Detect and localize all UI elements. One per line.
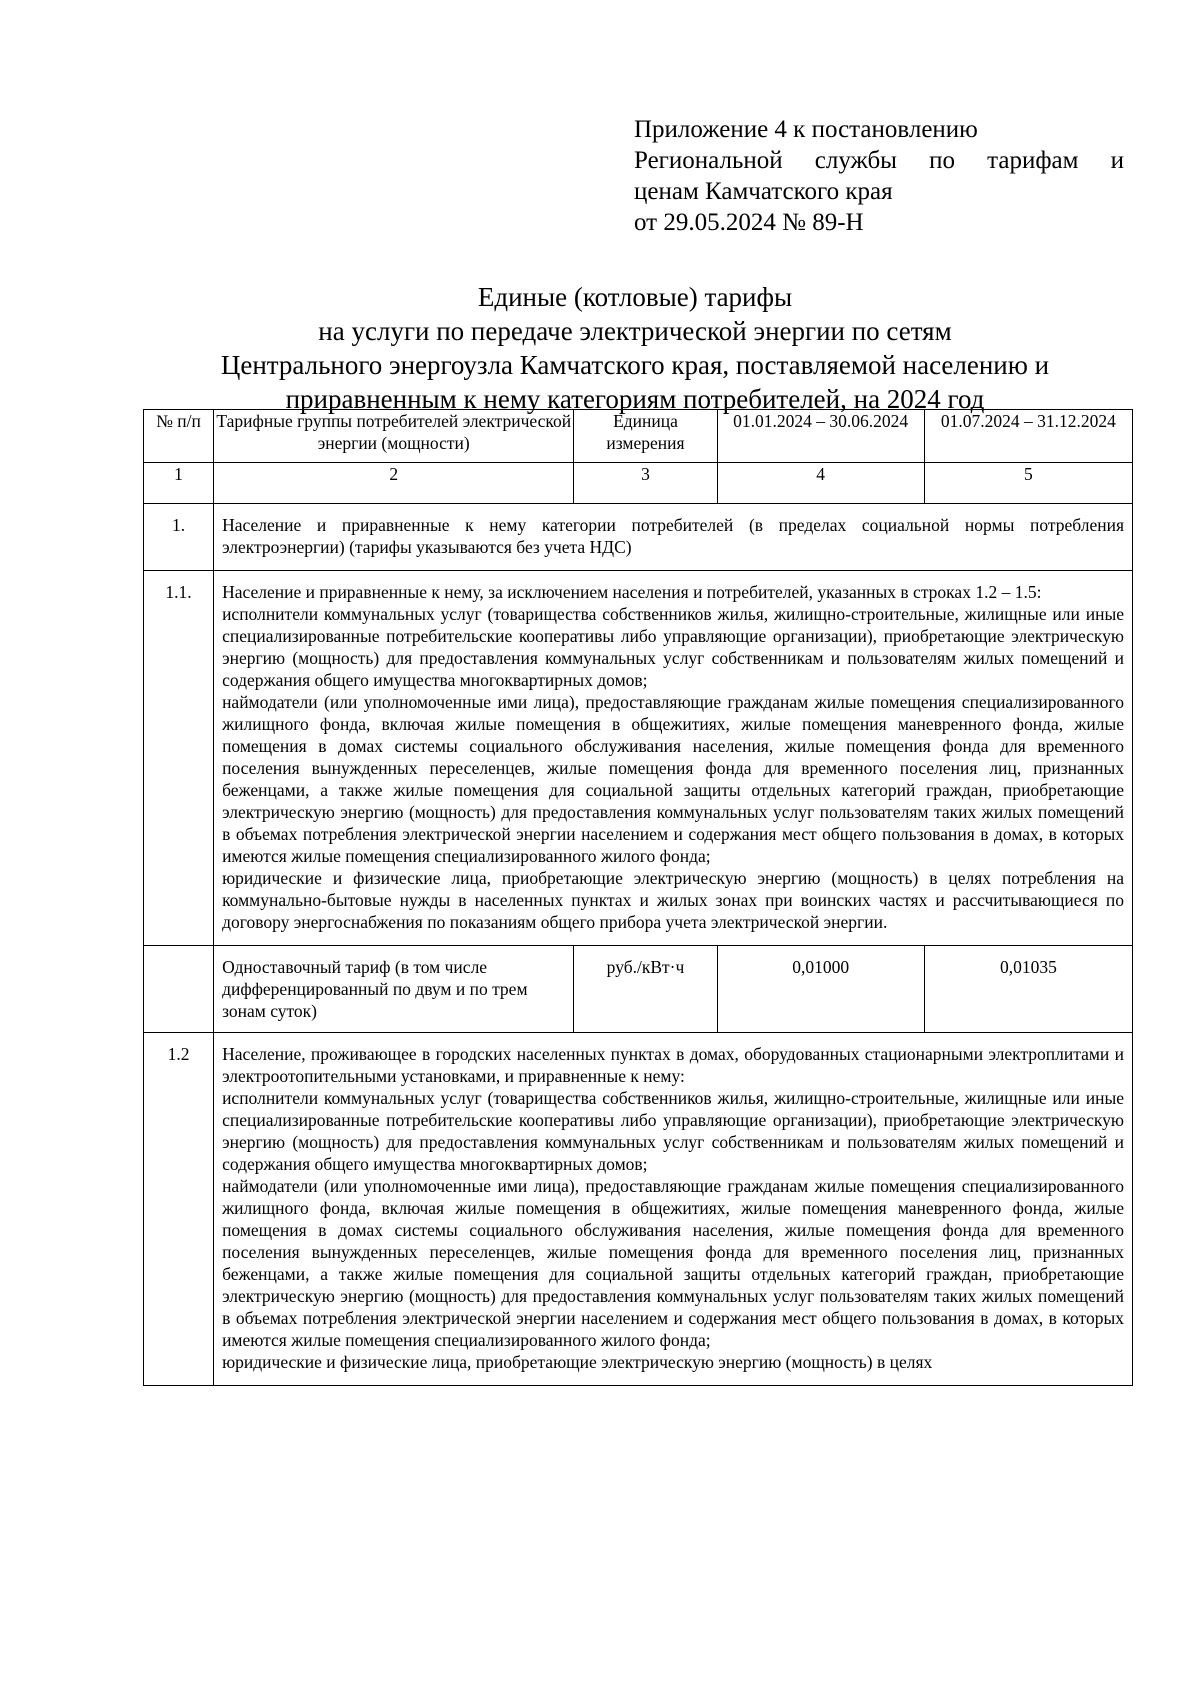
table-row-1 <box>144 504 1133 571</box>
row-paragraph: исполнители коммунальных услуг (товарищества собственников жилья, жилищно-строительные, жилищные или иные специализированные потребительские кооперативы либо управляющие организации), приобретающие электрическую энергию (мощность) для предоставления коммунальных услуг собственникам и пользователям жилых помещений и содержания общего имущества многоквартирных домов; <box>222 1088 1124 1174</box>
column-number: 3 <box>574 463 717 504</box>
column-numbers-row <box>144 463 1133 504</box>
table-header-row <box>144 410 1133 463</box>
title-line-3: Центрального энергоузла Камчатского края, поставляемой населению и <box>220 350 1050 380</box>
tariffs-table <box>143 409 1133 1386</box>
tariff-name: Одноставочный тариф (в том числе дифференцированный по двум и по трем зонам суток) <box>214 946 574 1033</box>
tariff-row-1-1 <box>144 946 1133 1033</box>
row-paragraph: наймодатели (или уполномоченные ими лица), предоставляющие гражданам жилые помещения специализированного жилищного фонда, включая жилые помещения в общежитиях, жилые помещения маневренного фонда, жилые помещения в домах системы социального обслуживания населения, жилые помещения фонда для временного поселения вынужденных переселенцев, жилые помещения фонда для временного поселения лиц, признанных беженцами, а также жилые помещения для социальной защиты отдельных категорий граждан, приобретающие электрическую энергию (мощность) для предоставления коммунальных услуг пользователям таких жилых помещений в объемах потребления электрической энергии населением и содержания мест общего пользования в домах, в которых имеются жилые помещения специализированного жилого фонда; <box>222 692 1124 866</box>
row-paragraph: Население, проживающее в городских населенных пунктах в домах, оборудованных стационарными электроплитами и электроотопительными установками, и приравненные к нему: <box>222 1044 1124 1086</box>
appendix-line-1: Приложение 4 к постановлению <box>634 116 978 143</box>
tariff-value-period-1: 0,01000 <box>717 946 924 1033</box>
row-number: 1. <box>144 504 214 571</box>
row-paragraph: юридические и физические лица, приобретающие электрическую энергию (мощность) в целях потребления на коммунально-бытовые нужды в населенных пунктах и жилых зонах при воинских частях и рассчитывающиеся по договору энергоснабжения по показаниям общего прибора учета электрической энергии. <box>222 868 1124 932</box>
column-number: 4 <box>717 463 924 504</box>
table-row-1-2 <box>144 1033 1133 1386</box>
row-number: 1.2 <box>144 1033 214 1386</box>
appendix-header <box>634 114 1124 238</box>
header-period-2: 01.07.2024 – 31.12.2024 <box>924 410 1132 463</box>
tariff-unit: руб./кВт·ч <box>574 946 717 1033</box>
tariff-value-period-2: 0,01035 <box>924 946 1132 1033</box>
row-description <box>214 1033 1133 1386</box>
empty-cell <box>144 946 214 1033</box>
row-number: 1.1. <box>144 571 214 946</box>
column-number: 1 <box>144 463 214 504</box>
row-paragraph: юридические и физические лица, приобретающие электрическую энергию (мощность) в целях <box>222 1352 933 1372</box>
table-row-1-1 <box>144 571 1133 946</box>
column-number: 5 <box>924 463 1132 504</box>
row-paragraph: исполнители коммунальных услуг (товарищества собственников жилья, жилищно-строительные, жилищные или иные специализированные потребительские кооперативы либо управляющие организации), приобретающие электрическую энергию (мощность) для предоставления коммунальных услуг собственникам и пользователям жилых помещений и содержания общего имущества многоквартирных домов; <box>222 604 1124 690</box>
header-period-1: 01.01.2024 – 30.06.2024 <box>717 410 924 463</box>
row-paragraph: наймодатели (или уполномоченные ими лица), предоставляющие гражданам жилые помещения специализированного жилищного фонда, включая жилые помещения в общежитиях, жилые помещения маневренного фонда, жилые помещения в домах системы социального обслуживания населения, жилые помещения фонда для временного поселения вынужденных переселенцев, жилые помещения фонда для временного поселения лиц, признанных беженцами, а также жилые помещения для социальной защиты отдельных категорий граждан, приобретающие электрическую энергию (мощность) для предоставления коммунальных услуг пользователям таких жилых помещений в объемах потребления электрической энергии населением и содержания мест общего пользования в домах, в которых имеются жилые помещения специализированного жилого фонда; <box>222 1176 1124 1350</box>
column-number: 2 <box>214 463 574 504</box>
title-line-1: Единые (котловые) тарифы <box>477 282 793 312</box>
row-description: Население и приравненные к нему категории потребителей (в пределах социальной нормы потребления электроэнергии) (тарифы указываются без учета НДС) <box>214 504 1133 571</box>
appendix-line-4: от 29.05.2024 № 89-Н <box>634 209 864 236</box>
row-description <box>214 571 1133 946</box>
header-number: № п/п <box>144 410 214 463</box>
appendix-line-3: ценам Камчатского края <box>634 178 893 205</box>
title-line-4: приравненным к нему категориям потребителей, на 2024 год <box>285 384 985 414</box>
title-line-2: на услуги по передаче электрической энергии по сетям <box>318 316 952 346</box>
header-tariff-groups: Тарифные группы потребителей электрической энергии (мощности) <box>214 410 574 463</box>
appendix-line-2: Региональной службы по тарифам и <box>634 147 1124 174</box>
document-title <box>140 280 1130 416</box>
row-paragraph: Население и приравненные к нему, за исключением населения и потребителей, указанных в строках 1.2 – 1.5: <box>222 582 1042 602</box>
header-unit: Единица измерения <box>574 410 717 463</box>
